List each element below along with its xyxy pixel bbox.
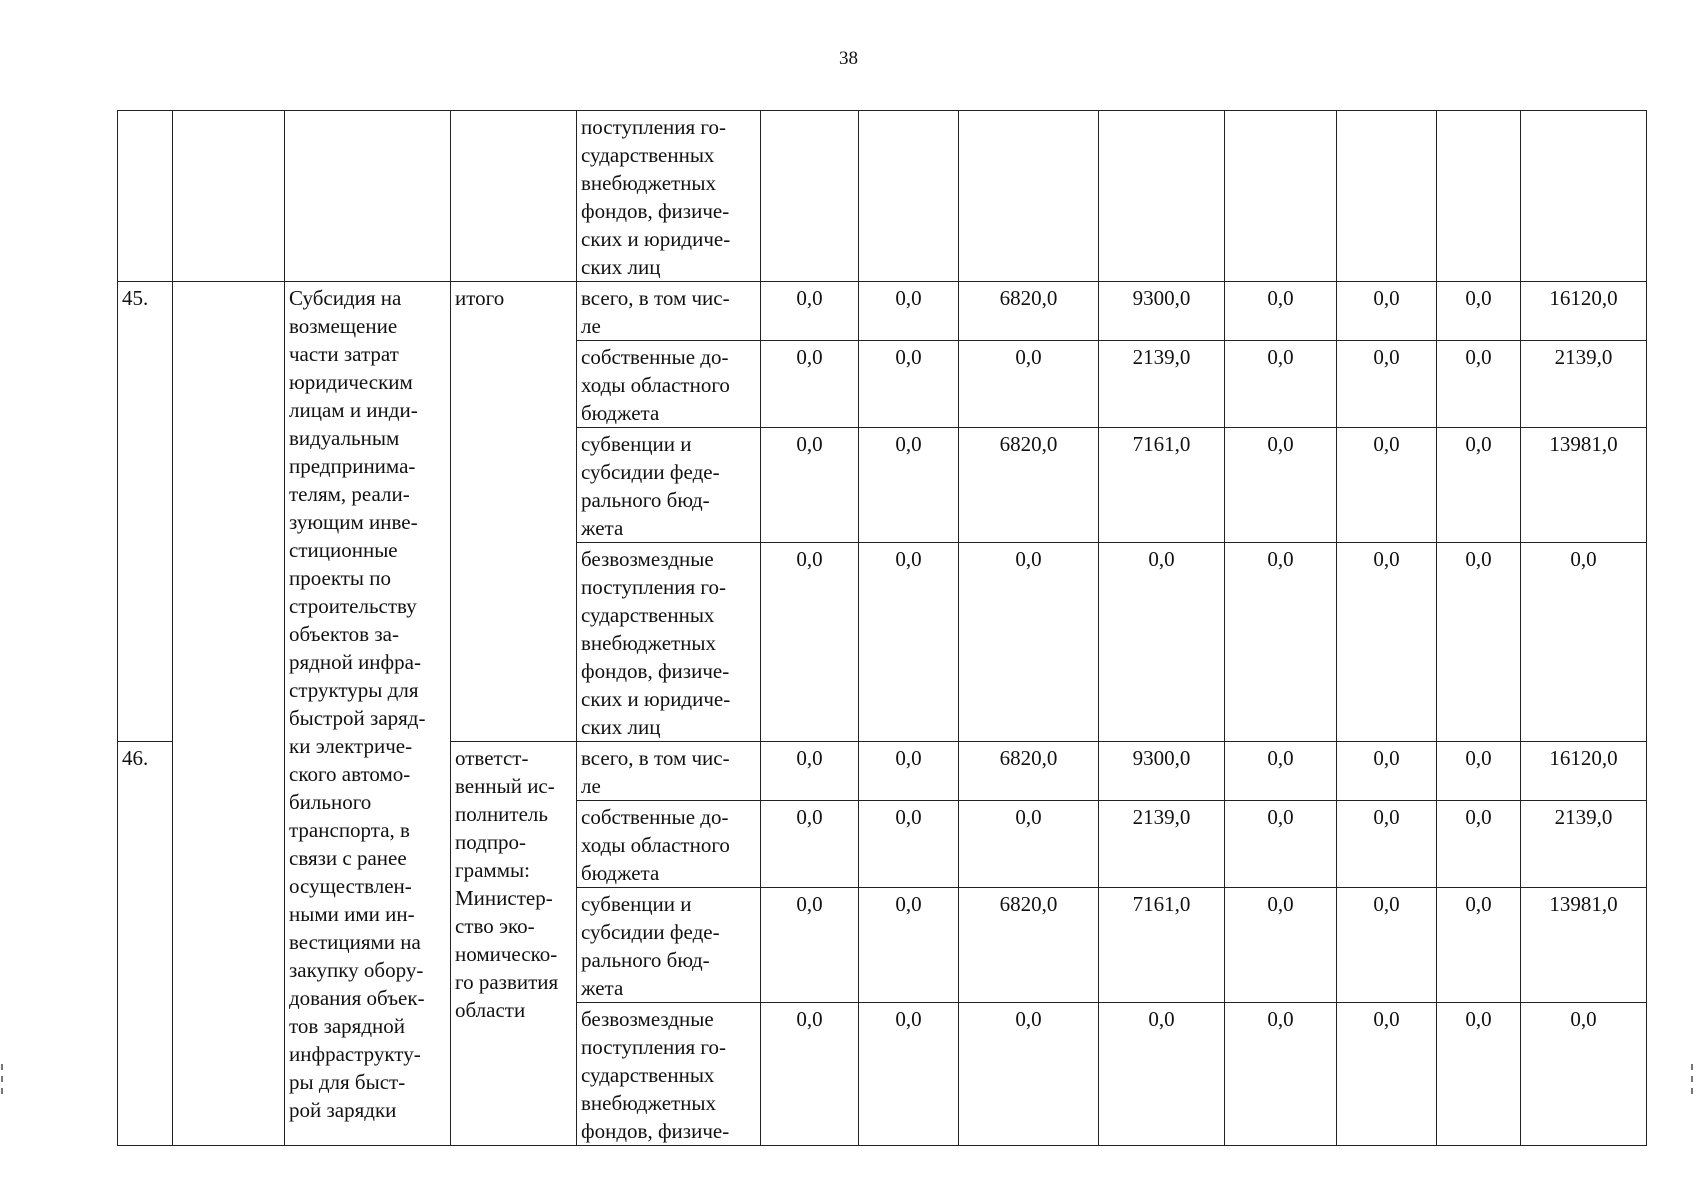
value-cell: 0,0 [761, 801, 859, 888]
value-cell: 0,0 [1225, 428, 1337, 543]
funding-source: собственные до- ходы областного бюджета [577, 801, 761, 888]
value-cell: 0,0 [959, 801, 1099, 888]
value-cell: 0,0 [1225, 801, 1337, 888]
value-cell: 0,0 [1225, 282, 1337, 341]
value-cell: 0,0 [1337, 1003, 1437, 1146]
value-cell: 0,0 [1521, 1003, 1647, 1146]
value-cell: 0,0 [859, 742, 959, 801]
value-cell: 0,0 [1337, 282, 1437, 341]
value-cell: 6820,0 [959, 282, 1099, 341]
table-row-continued [118, 111, 1647, 282]
value-cell: 0,0 [1225, 888, 1337, 1003]
value-cell: 0,0 [959, 341, 1099, 428]
value-cell: 0,0 [1099, 1003, 1225, 1146]
value-cell: 9300,0 [1099, 282, 1225, 341]
value-cell: 6820,0 [959, 742, 1099, 801]
value-cell: 0,0 [959, 543, 1099, 742]
value-cell: 0,0 [1437, 801, 1521, 888]
value-cell: 7161,0 [1099, 888, 1225, 1003]
value-cell: 0,0 [1437, 428, 1521, 543]
value-cell: 2139,0 [1099, 801, 1225, 888]
executor: ответст- венный ис- полнитель подпро- граммы: Министер- ство эко- номическо- го развития области [451, 742, 577, 1146]
row-index: 45. [118, 282, 173, 742]
cell-executor [451, 111, 577, 282]
cell-measure [285, 111, 451, 282]
scan-edge-mark-left [1, 1064, 3, 1094]
page-number: 38 [839, 48, 858, 69]
value-cell: 0,0 [859, 1003, 959, 1146]
value-cell: 0,0 [1337, 543, 1437, 742]
value-cell: 0,0 [1437, 742, 1521, 801]
row-index: 46. [118, 742, 173, 1146]
value-cell: 6820,0 [959, 428, 1099, 543]
value-cell: 0,0 [859, 282, 959, 341]
cell-index [118, 111, 173, 282]
scan-edge-mark-right [1691, 1064, 1693, 1094]
value-cell: 0,0 [1437, 1003, 1521, 1146]
value-cell: 0,0 [1521, 543, 1647, 742]
funding-source: субвенции и субсидии феде- рального бюд- жета [577, 888, 761, 1003]
value-cell: 0,0 [1337, 428, 1437, 543]
cell-code [173, 282, 285, 1146]
value-cell: 0,0 [859, 801, 959, 888]
value-cell: 13981,0 [1521, 428, 1647, 543]
value-cell: 0,0 [761, 1003, 859, 1146]
value-cell: 0,0 [761, 341, 859, 428]
value-cell: 0,0 [959, 1003, 1099, 1146]
budget-table [117, 110, 1647, 1146]
value-cell: 0,0 [859, 888, 959, 1003]
value-cell: 0,0 [1437, 888, 1521, 1003]
value-cell: 7161,0 [1099, 428, 1225, 543]
funding-source: безвозмездные поступления го- сударственных внебюджетных фондов, физиче- [577, 1003, 761, 1146]
cell-source: поступления го- сударственных внебюджетных фондов, физиче- ских и юридиче- ских лиц [577, 111, 761, 282]
value-cell: 0,0 [859, 428, 959, 543]
value-cell: 0,0 [859, 341, 959, 428]
value-cell: 0,0 [1225, 543, 1337, 742]
value-cell: 0,0 [1225, 1003, 1337, 1146]
funding-source: субвенции и субсидии феде- рального бюд- жета [577, 428, 761, 543]
value-cell: 0,0 [1337, 888, 1437, 1003]
measure-name: Субсидия на возмещение части затрат юридическим лицам и инди- видуальным предпринима- телям, реали- зующим инве- стиционные проекты по строительству объектов за- рядной инфра- структуры для быстрой заряд- ки электриче- ского автомо- бильного транспорта, в связи с ранее осуществлен- ными ими ин- вестициями на закупку обору- дования объек- тов зарядной инфраструкту- ры для быст- рой зарядки [285, 282, 451, 1146]
value-cell: 0,0 [1337, 742, 1437, 801]
value-cell: 2139,0 [1099, 341, 1225, 428]
value-cell: 16120,0 [1521, 742, 1647, 801]
value-cell: 0,0 [1225, 742, 1337, 801]
value-cell: 0,0 [1437, 543, 1521, 742]
value-cell: 0,0 [1099, 543, 1225, 742]
value-cell: 0,0 [761, 543, 859, 742]
cell-code [173, 111, 285, 282]
value-cell: 0,0 [1437, 341, 1521, 428]
value-cell: 0,0 [1337, 341, 1437, 428]
table-row [118, 282, 1647, 341]
value-cell: 0,0 [1337, 801, 1437, 888]
value-cell: 16120,0 [1521, 282, 1647, 341]
value-cell: 0,0 [761, 888, 859, 1003]
funding-source: безвозмездные поступления го- сударственных внебюджетных фондов, физиче- ских и юридиче- ских лиц [577, 543, 761, 742]
funding-source: всего, в том чис- ле [577, 282, 761, 341]
executor: итого [451, 282, 577, 742]
value-cell: 9300,0 [1099, 742, 1225, 801]
value-cell: 0,0 [1437, 282, 1521, 341]
value-cell: 2139,0 [1521, 801, 1647, 888]
value-cell: 0,0 [761, 742, 859, 801]
value-cell: 0,0 [761, 428, 859, 543]
value-cell: 0,0 [859, 543, 959, 742]
value-cell: 6820,0 [959, 888, 1099, 1003]
value-cell: 13981,0 [1521, 888, 1647, 1003]
funding-source: всего, в том чис- ле [577, 742, 761, 801]
table-body [118, 111, 1647, 1146]
value-cell: 0,0 [1225, 341, 1337, 428]
value-cell: 0,0 [761, 282, 859, 341]
funding-source: собственные до- ходы областного бюджета [577, 341, 761, 428]
value-cell: 2139,0 [1521, 341, 1647, 428]
